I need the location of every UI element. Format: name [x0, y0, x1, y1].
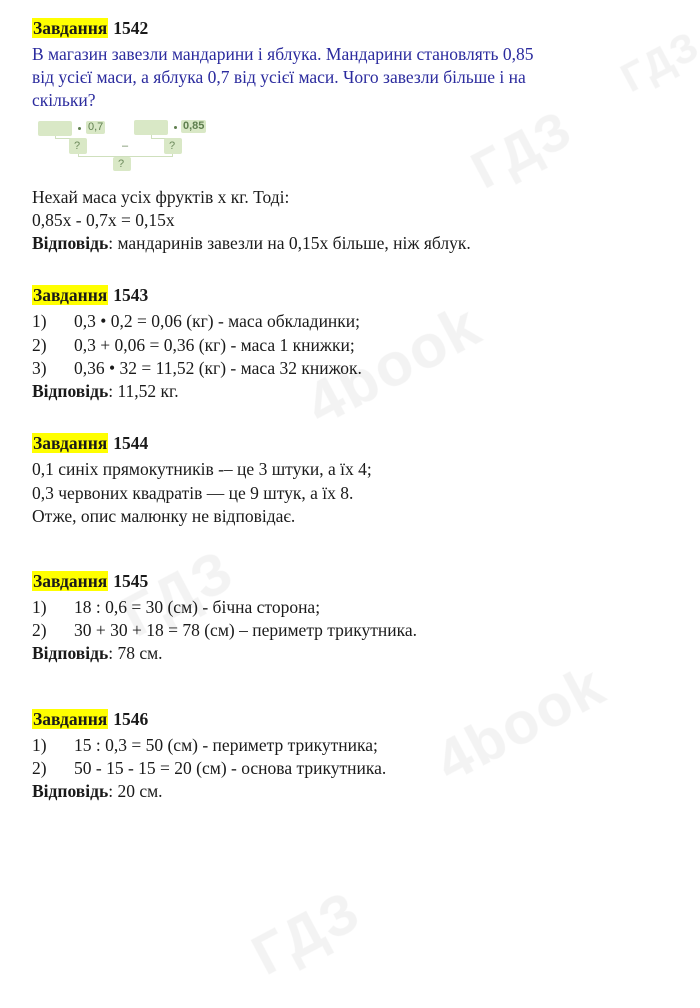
problem-line: скільки? [32, 90, 96, 111]
task-1543 [32, 285, 670, 403]
solution-line: Нехай маса усіх фруктів x кг. Тоді: [32, 186, 290, 207]
spacer [32, 666, 670, 696]
step-index: 3) [32, 357, 47, 378]
spacer [32, 696, 670, 709]
step-index: 1) [32, 311, 47, 332]
task-label: Завдання [33, 285, 108, 306]
task-1545 [32, 571, 670, 666]
body-line: Отже, опис малюнку не відповідає. [32, 505, 296, 526]
multiply-dot-icon [78, 127, 81, 130]
task-1546 [32, 709, 670, 804]
diagram-value-box-left [38, 121, 72, 136]
step-row [32, 334, 670, 357]
task-1544 [32, 433, 670, 528]
task-number: 1543 [113, 285, 149, 306]
step-row [32, 757, 670, 780]
step-text: 30 + 30 + 18 = 78 (см) – периметр трикутника. [74, 620, 418, 641]
block-scheme-diagram [36, 119, 226, 170]
step-row [32, 357, 670, 380]
step-text: 0,3 • 0,2 = 0,06 (кг) - маса обкладинки; [74, 311, 361, 332]
step-row [32, 310, 670, 333]
step-text: 0,3 + 0,06 = 0,36 (кг) - маса 1 книжки; [74, 334, 355, 355]
diagram-operator: – [122, 139, 129, 152]
task-number: 1544 [113, 433, 149, 454]
diagram-value-box-right [134, 120, 168, 135]
problem-line: В магазин завезли мандарини і яблука. Мандарини становлять 0,85 [32, 43, 534, 64]
step-text: 0,36 • 32 = 11,52 (кг) - маса 32 книжок. [74, 357, 362, 378]
answer-line [32, 232, 670, 255]
step-index: 2) [32, 757, 47, 778]
spacer [32, 558, 670, 571]
step-row [32, 734, 670, 757]
body-line: 0,1 синіх прямокутників -– це 3 штуки, а їх 4; [32, 459, 372, 480]
answer-text: : 11,52 кг. [108, 381, 179, 402]
step-index: 2) [32, 620, 47, 641]
diagram-connector [172, 154, 173, 157]
task-number: 1546 [113, 708, 149, 729]
step-text: 15 : 0,3 = 50 (см) - периметр трикутника; [74, 734, 378, 755]
task-label: Завдання [33, 571, 108, 592]
task-heading [32, 285, 670, 307]
multiply-dot-icon [174, 126, 177, 129]
answer-line [32, 642, 670, 665]
answer-text: : 20 см. [108, 781, 163, 802]
task-heading [32, 433, 670, 455]
answer-line [32, 780, 670, 803]
step-row [32, 596, 670, 619]
task-number: 1545 [113, 571, 149, 592]
task-number: 1542 [113, 18, 149, 38]
task-label: Завдання [33, 708, 108, 729]
step-row [32, 619, 670, 642]
problem-line: від усієї маси, а яблука 0,7 від усієї маси. Чого завезли більше і на [32, 67, 526, 88]
task-1542 [32, 18, 670, 255]
task-heading [32, 571, 670, 593]
step-index: 1) [32, 596, 47, 617]
spacer [32, 255, 670, 285]
spacer [32, 528, 670, 558]
answer-line [32, 380, 670, 403]
answer-label: Відповідь [32, 643, 109, 664]
step-text: 18 : 0,6 = 30 (см) - бічна сторона; [74, 596, 321, 617]
spacer [32, 403, 670, 433]
diagram-right-multiplier: 0,85 [183, 119, 205, 132]
watermark-text [241, 878, 370, 988]
spacer [32, 173, 670, 186]
step-index: 2) [32, 334, 47, 355]
task-heading [32, 18, 670, 40]
task-label: Завдання [33, 18, 108, 38]
diagram-unknown-right-label: ? [169, 139, 176, 152]
solution-line: 0,85x - 0,7x = 0,15x [32, 209, 175, 230]
answer-text: : мандаринів завезли на 0,15x більше, ніж яблук. [108, 233, 471, 254]
answer-label: Відповідь [32, 381, 109, 402]
step-index: 1) [32, 734, 47, 755]
diagram-unknown-result-label: ? [118, 157, 125, 170]
answer-label: Відповідь [32, 781, 109, 802]
body-line: 0,3 червоних квадратів — це 9 штук, а їх 8. [32, 482, 354, 503]
step-text: 50 - 15 - 15 = 20 (см) - основа трикутника. [74, 757, 387, 778]
diagram-unknown-left-label: ? [74, 139, 81, 152]
task-label: Завдання [33, 433, 108, 454]
answer-text: : 78 см. [108, 643, 163, 664]
task-heading [32, 709, 670, 731]
answer-label: Відповідь [32, 233, 109, 254]
diagram-left-multiplier: 0,7 [88, 120, 104, 133]
